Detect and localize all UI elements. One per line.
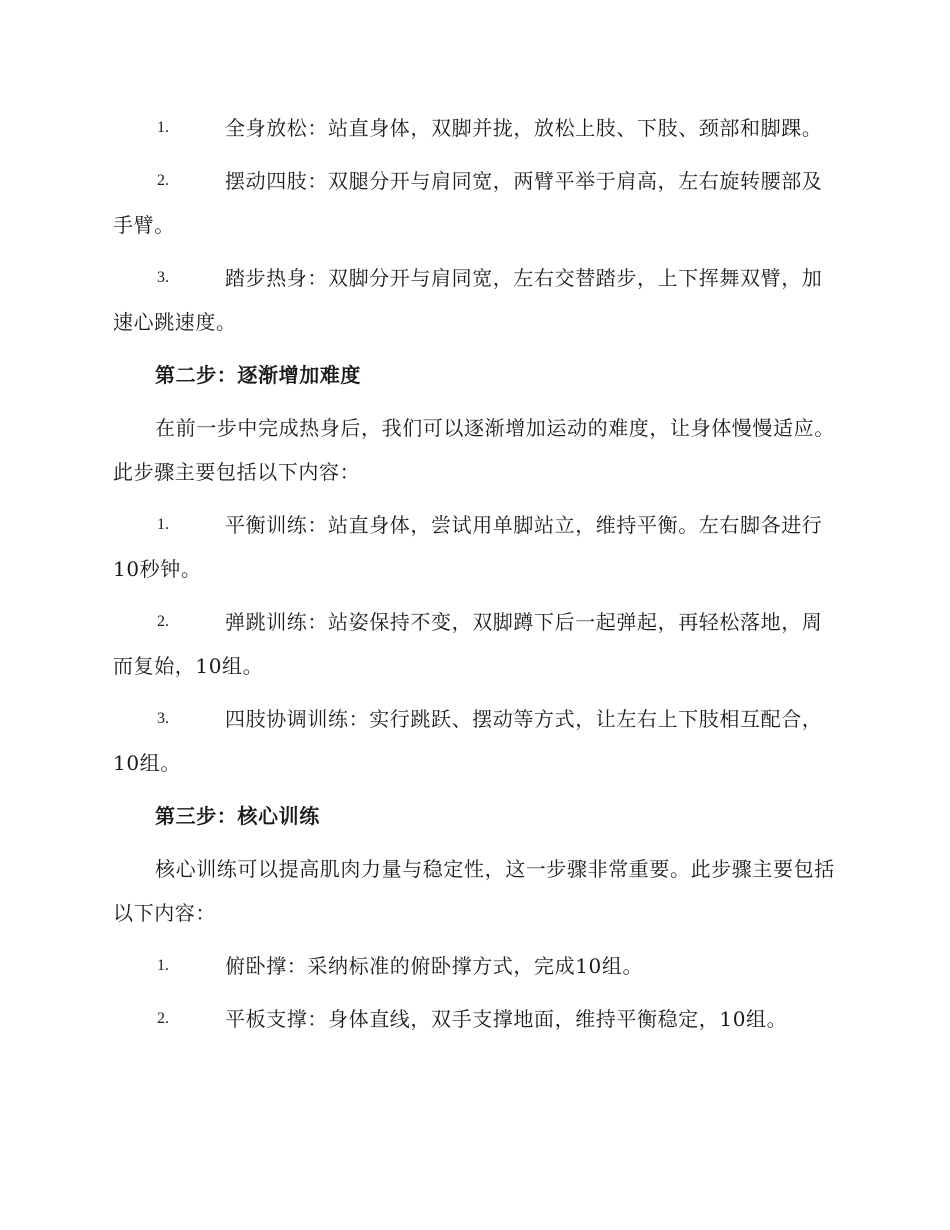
- list-item-text: 弹跳训练：站姿保持不变，双脚蹲下后一起弹起，再轻松落地，周而复始，10组。: [113, 610, 823, 678]
- list-number: 1.: [157, 119, 169, 136]
- list-item: [113, 106, 835, 150]
- section-heading-step3: 第三步：核心训练: [155, 804, 320, 828]
- list-number: 3.: [157, 269, 169, 286]
- section-intro-step2: 在前一步中完成热身后，我们可以逐渐增加运动的难度，让身体慢慢适应。此步骤主要包括以下内容：: [113, 416, 835, 484]
- list-item-text: 摆动四肢：双腿分开与肩同宽，两臂平举于肩高，左右旋转腰部及手臂。: [113, 169, 823, 237]
- list-item: [113, 697, 835, 785]
- list-number: 2.: [157, 613, 169, 630]
- list-item: [113, 944, 835, 988]
- list-item: [113, 600, 835, 688]
- list-number: 2.: [157, 172, 169, 189]
- list-item-text: 平板支撑：身体直线，双手支撑地面，维持平衡稳定，10组。: [225, 1007, 788, 1031]
- list-item: [113, 997, 835, 1041]
- list-item: [113, 256, 835, 344]
- list-item-text: 四肢协调训练：实行跳跃、摆动等方式，让左右上下肢相互配合，10组。: [113, 707, 823, 775]
- list-number: 1.: [157, 516, 169, 533]
- list-item-text: 全身放松：站直身体，双脚并拢，放松上肢、下肢、颈部和脚踝。: [225, 116, 823, 140]
- document-body: [113, 106, 835, 1050]
- section-intro-step3: 核心训练可以提高肌肉力量与稳定性，这一步骤非常重要。此步骤主要包括以下内容：: [113, 857, 835, 925]
- section-heading-step2: 第二步：逐渐增加难度: [155, 363, 361, 387]
- list-number: 3.: [157, 710, 169, 727]
- list-item: [113, 159, 835, 247]
- list-number: 2.: [157, 1010, 169, 1027]
- list-item-text: 踏步热身：双脚分开与肩同宽，左右交替踏步，上下挥舞双臂，加速心跳速度。: [113, 266, 823, 334]
- list-item-text: 平衡训练：站直身体，尝试用单脚站立，维持平衡。左右脚各进行10秒钟。: [113, 513, 823, 581]
- list-item: [113, 503, 835, 591]
- list-item-text: 俯卧撑：采纳标准的俯卧撑方式，完成10组。: [225, 954, 644, 978]
- list-number: 1.: [157, 957, 169, 974]
